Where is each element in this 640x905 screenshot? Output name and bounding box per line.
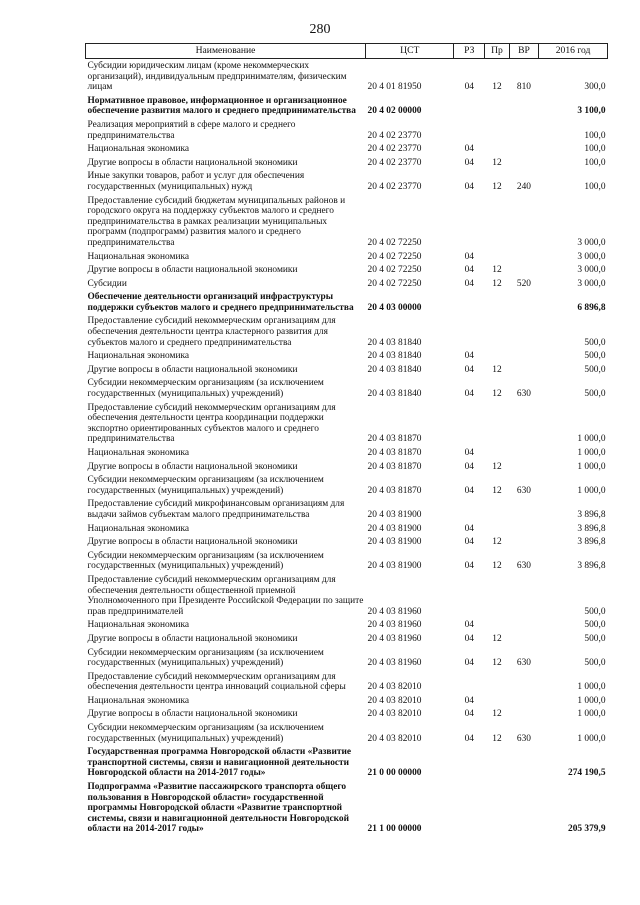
row-amount: 500,0 <box>584 351 606 362</box>
row-vr-code <box>509 118 538 142</box>
row-rz-code <box>454 497 485 521</box>
row-pr-code: 12 <box>492 82 502 93</box>
row-amount: 3 896,8 <box>577 509 606 520</box>
table-row <box>86 349 608 363</box>
row-name: Реализация мероприятий в сфере малого и среднего предпринимательства <box>87 119 296 141</box>
budget-table <box>85 43 608 836</box>
table-row <box>86 277 608 291</box>
row-vr-code: 630 <box>516 733 531 744</box>
row-pr-code <box>485 349 510 363</box>
row-cst-code: 20 4 03 81870 <box>367 448 422 458</box>
row-pr-code <box>485 780 510 836</box>
row-name: Национальная экономика <box>87 523 190 534</box>
row-rz-code: 04 <box>464 620 474 631</box>
row-amount: 3 000,0 <box>577 265 606 276</box>
row-name: Субсидии <box>87 278 127 289</box>
row-pr-code: 12 <box>492 181 502 192</box>
row-cst-code: 20 4 03 82010 <box>367 682 422 693</box>
row-name: Другие вопросы в области национальной экономики <box>87 461 298 472</box>
row-rz-code: 04 <box>464 461 474 472</box>
row-name: Другие вопросы в области национальной экономики <box>87 364 298 375</box>
row-cst-code: 21 1 00 00000 <box>367 824 422 835</box>
row-vr-code <box>509 497 538 521</box>
row-vr-code <box>509 707 538 721</box>
row-rz-code: 04 <box>464 265 474 276</box>
table-row <box>86 694 608 708</box>
row-rz-code: 04 <box>464 633 474 644</box>
row-pr-code: 12 <box>492 733 502 744</box>
row-name: Другие вопросы в области национальной экономики <box>87 265 298 276</box>
row-cst-code: 20 4 03 00000 <box>367 302 422 313</box>
header-name: Наименование <box>86 44 366 59</box>
row-name: Национальная экономика <box>87 620 190 631</box>
row-name: Предоставление субсидий бюджетам муниципальных районов и городского округа на поддержку субъектов малого и среднего предпринимательства в рамках реализации муниципальных программ (подпрограмм) развития малого и среднего предпринимательства <box>87 195 346 248</box>
row-name: Государственная программа Новгородской области «Развитие транспортной системы, связи и навигационной деятельности Новгородской области на 2014-2017 годы» <box>87 747 352 779</box>
row-amount: 1 000,0 <box>577 448 606 458</box>
row-rz-code: 04 <box>464 278 474 289</box>
row-cst-code: 20 4 03 81900 <box>367 561 422 572</box>
row-amount: 100,0 <box>584 130 606 141</box>
row-rz-code <box>454 314 485 349</box>
row-pr-code: 12 <box>492 485 502 496</box>
table-row <box>86 573 608 618</box>
row-rz-code: 04 <box>464 389 474 400</box>
row-rz-code: 04 <box>464 251 474 262</box>
row-amount: 100,0 <box>584 144 606 155</box>
row-pr-code: 12 <box>492 561 502 572</box>
row-name: Предоставление субсидий некоммерческим организациям для обеспечения деятельности центра координации поддержки экспортно ориентированных субъектов малого и среднего предпринимательства <box>87 402 336 445</box>
row-amount: 3 100,0 <box>577 106 606 117</box>
row-pr-code <box>485 118 510 142</box>
row-cst-code: 20 4 03 82010 <box>367 695 422 706</box>
row-amount: 3 896,8 <box>577 561 606 572</box>
row-name: Субсидии некоммерческим организациям (за исключением государственных (муниципальных) учреждений) <box>87 723 324 744</box>
row-vr-code <box>509 745 538 780</box>
row-vr-code: 240 <box>516 181 531 192</box>
row-cst-code: 20 4 03 81900 <box>367 509 422 520</box>
row-pr-code <box>485 745 510 780</box>
row-vr-code <box>509 194 538 250</box>
header-amount: 2016 год <box>539 44 608 59</box>
row-amount: 6 896,8 <box>577 302 606 313</box>
table-row <box>86 535 608 549</box>
row-name: Национальная экономика <box>87 448 190 458</box>
row-rz-code <box>454 573 485 618</box>
row-pr-code: 12 <box>492 633 502 644</box>
row-rz-code: 04 <box>464 695 474 706</box>
row-amount: 100,0 <box>584 157 606 168</box>
table-row <box>86 290 608 314</box>
row-cst-code: 21 0 00 00000 <box>367 768 422 779</box>
table-header-row <box>86 44 608 59</box>
row-vr-code: 630 <box>516 561 531 572</box>
row-rz-code: 04 <box>464 144 474 155</box>
row-vr-code <box>509 142 538 156</box>
row-vr-code <box>509 446 538 460</box>
table-row <box>86 401 608 446</box>
row-pr-code <box>485 250 510 264</box>
row-pr-code <box>485 194 510 250</box>
row-cst-code: 20 4 03 81840 <box>367 337 422 348</box>
row-cst-code: 20 4 03 81840 <box>367 351 422 362</box>
row-name: Субсидии некоммерческим организациям (за исключением государственных (муниципальных) учреждений) <box>87 378 324 400</box>
row-vr-code <box>509 250 538 264</box>
table-row <box>86 707 608 721</box>
table-row <box>86 460 608 474</box>
row-vr-code <box>509 670 538 694</box>
row-amount: 500,0 <box>584 606 606 617</box>
row-vr-code <box>509 156 538 170</box>
row-amount: 500,0 <box>584 337 606 348</box>
row-amount: 500,0 <box>584 389 606 400</box>
table-row <box>86 632 608 646</box>
table-row <box>86 363 608 377</box>
table-row <box>86 376 608 400</box>
row-rz-code: 04 <box>464 709 474 720</box>
row-vr-code <box>509 363 538 377</box>
row-cst-code: 20 4 03 81870 <box>367 434 422 445</box>
row-amount: 3 896,8 <box>577 523 606 534</box>
row-name: Подпрограмма «Развитие пассажирского транспорта общего пользования в Новгородской области» государственной программы Новгородской области «Развитие транспортной системы, связи и навигационной деятельности Новгородской области на 2014-2017 годы» <box>87 782 350 835</box>
row-vr-code <box>509 401 538 446</box>
row-cst-code: 20 4 02 00000 <box>367 106 422 117</box>
row-amount: 100,0 <box>584 181 606 192</box>
row-amount: 1 000,0 <box>577 709 606 720</box>
table-row <box>86 522 608 536</box>
table-row <box>86 169 608 193</box>
row-rz-code: 04 <box>464 523 474 534</box>
table-row <box>86 250 608 264</box>
row-name: Другие вопросы в области национальной экономики <box>87 157 298 168</box>
row-rz-code <box>454 670 485 694</box>
row-vr-code <box>509 632 538 646</box>
row-pr-code: 12 <box>492 537 502 548</box>
row-cst-code: 20 4 03 81870 <box>367 485 422 496</box>
header-vr: ВР <box>509 44 538 59</box>
row-rz-code: 04 <box>464 733 474 744</box>
table-row <box>86 670 608 694</box>
table-row <box>86 194 608 250</box>
row-pr-code: 12 <box>492 709 502 720</box>
row-pr-code: 12 <box>492 157 502 168</box>
row-vr-code: 630 <box>516 389 531 400</box>
table-row <box>86 59 608 94</box>
row-amount: 1 000,0 <box>577 485 606 496</box>
row-pr-code <box>485 142 510 156</box>
row-rz-code: 04 <box>464 82 474 93</box>
table-row <box>86 446 608 460</box>
row-name: Обеспечение деятельности организаций инфраструктуры поддержки субъектов малого и среднего предпринимательства <box>87 292 354 313</box>
row-amount: 1 000,0 <box>577 461 606 472</box>
row-amount: 205 379,9 <box>568 824 606 835</box>
row-amount: 500,0 <box>584 658 606 669</box>
row-cst-code: 20 4 02 72250 <box>367 265 422 276</box>
row-vr-code <box>509 460 538 474</box>
row-cst-code: 20 4 02 23770 <box>367 130 422 141</box>
row-cst-code: 20 4 03 81960 <box>367 620 422 631</box>
row-amount: 1 000,0 <box>577 434 606 445</box>
row-rz-code: 04 <box>464 351 474 362</box>
row-vr-code <box>509 780 538 836</box>
row-cst-code: 20 4 02 72250 <box>367 237 422 248</box>
row-pr-code <box>485 573 510 618</box>
page-number: 280 <box>309 22 331 37</box>
row-vr-code <box>509 314 538 349</box>
row-amount: 500,0 <box>584 620 606 631</box>
row-name: Предоставление субсидий некоммерческим организациям для обеспечения деятельности центра кластерного развития для субъектов малого и среднего предпринимательства <box>87 316 336 348</box>
row-rz-code: 04 <box>464 157 474 168</box>
row-rz-code: 04 <box>464 561 474 572</box>
row-name: Национальная экономика <box>87 144 190 155</box>
header-rz: РЗ <box>454 44 485 59</box>
row-name: Субсидии юридическим лицам (кроме некоммерческих организаций), индивидуальным предпринимателям, физическим лицам <box>87 61 347 93</box>
row-cst-code: 20 4 03 81960 <box>367 606 422 617</box>
row-name: Субсидии некоммерческим организациям (за исключением государственных (муниципальных) учреждений) <box>87 647 324 669</box>
row-cst-code: 20 4 03 81900 <box>367 537 422 548</box>
row-vr-code <box>509 535 538 549</box>
row-pr-code <box>485 694 510 708</box>
table-row <box>86 156 608 170</box>
row-rz-code <box>454 780 485 836</box>
row-name: Другие вопросы в области национальной экономики <box>87 633 298 644</box>
row-vr-code <box>509 522 538 536</box>
table-row <box>86 646 608 670</box>
table-row <box>86 263 608 277</box>
row-name: Субсидии некоммерческим организациям (за исключением государственных (муниципальных) учреждений) <box>87 550 324 572</box>
header-cst: ЦСТ <box>366 44 454 59</box>
row-vr-code: 630 <box>516 658 531 669</box>
row-amount: 3 896,8 <box>577 537 606 548</box>
table-row <box>86 94 608 118</box>
row-name: Другие вопросы в области национальной экономики <box>87 537 298 548</box>
row-pr-code <box>485 401 510 446</box>
row-cst-code: 20 4 03 82010 <box>367 709 422 720</box>
table-row <box>86 473 608 497</box>
table-row <box>86 780 608 836</box>
row-pr-code: 12 <box>492 389 502 400</box>
row-rz-code: 04 <box>464 658 474 669</box>
table-row <box>86 118 608 142</box>
row-vr-code <box>509 263 538 277</box>
table-body <box>86 59 608 837</box>
row-amount: 274 190,5 <box>568 768 606 779</box>
row-name: Предоставление субсидий некоммерческим организациям для обеспечения деятельности общественной приемной Уполномоченного при Президенте Российской Федерации по защите прав предпринимателей <box>87 574 364 617</box>
row-cst-code: 20 4 01 81950 <box>367 82 422 93</box>
row-pr-code <box>485 446 510 460</box>
row-pr-code: 12 <box>492 265 502 276</box>
table-row <box>86 618 608 632</box>
row-cst-code: 20 4 02 23770 <box>367 157 422 168</box>
row-pr-code <box>485 94 510 118</box>
row-pr-code <box>485 314 510 349</box>
row-pr-code <box>485 618 510 632</box>
row-cst-code: 20 4 02 72250 <box>367 278 422 289</box>
row-vr-code: 630 <box>516 485 531 496</box>
row-pr-code <box>485 670 510 694</box>
row-amount: 3 000,0 <box>577 278 606 289</box>
row-pr-code <box>485 497 510 521</box>
row-rz-code <box>454 194 485 250</box>
row-cst-code: 20 4 03 81900 <box>367 523 422 534</box>
table-row <box>86 142 608 156</box>
row-name: Национальная экономика <box>87 695 190 706</box>
row-cst-code: 20 4 03 81870 <box>367 461 422 472</box>
row-name: Нормативное правовое, информационное и организационное обеспечение развития малого и среднего предпринимательства <box>87 95 356 117</box>
row-pr-code: 12 <box>492 658 502 669</box>
row-pr-code <box>485 522 510 536</box>
table-row <box>86 745 608 780</box>
row-pr-code: 12 <box>492 364 502 375</box>
row-name: Национальная экономика <box>87 251 190 262</box>
row-vr-code <box>509 349 538 363</box>
row-vr-code <box>509 290 538 314</box>
row-amount: 3 000,0 <box>577 237 606 248</box>
row-vr-code <box>509 94 538 118</box>
row-rz-code: 04 <box>464 485 474 496</box>
row-name: Субсидии некоммерческим организациям (за исключением государственных (муниципальных) учреждений) <box>87 475 324 496</box>
row-pr-code: 12 <box>492 278 502 289</box>
row-cst-code: 20 4 03 81960 <box>367 633 422 644</box>
row-name: Национальная экономика <box>87 351 190 362</box>
row-cst-code: 20 4 03 81840 <box>367 364 422 375</box>
table-row <box>86 721 608 745</box>
row-amount: 1 000,0 <box>577 682 606 693</box>
table-row <box>86 549 608 573</box>
row-name: Другие вопросы в области национальной экономики <box>87 709 298 720</box>
row-amount: 500,0 <box>584 633 606 644</box>
header-pr: Пр <box>485 44 510 59</box>
row-cst-code: 20 4 02 72250 <box>367 251 422 262</box>
row-vr-code <box>509 573 538 618</box>
row-amount: 1 000,0 <box>577 733 606 744</box>
row-cst-code: 20 4 03 82010 <box>367 733 422 744</box>
row-vr-code: 520 <box>516 278 531 289</box>
row-pr-code <box>485 290 510 314</box>
row-cst-code: 20 4 02 23770 <box>367 144 422 155</box>
row-vr-code: 810 <box>516 82 531 93</box>
row-amount: 1 000,0 <box>577 695 606 706</box>
row-rz-code: 04 <box>464 537 474 548</box>
row-vr-code <box>509 618 538 632</box>
row-amount: 3 000,0 <box>577 251 606 262</box>
table-row <box>86 314 608 349</box>
row-cst-code: 20 4 02 23770 <box>367 181 422 192</box>
row-amount: 500,0 <box>584 364 606 375</box>
row-rz-code <box>454 118 485 142</box>
table-row <box>86 497 608 521</box>
row-name: Предоставление субсидий некоммерческим организациям для обеспечения деятельности центра инноваций социальной сферы <box>87 671 346 693</box>
row-rz-code: 04 <box>464 364 474 375</box>
row-rz-code <box>454 745 485 780</box>
row-name: Предоставление субсидий микрофинансовым организациям для выдачи займов субъектам малого предпринимательства <box>87 499 345 520</box>
row-rz-code: 04 <box>464 448 474 458</box>
row-cst-code: 20 4 03 81960 <box>367 658 422 669</box>
row-vr-code <box>509 694 538 708</box>
row-name: Иные закупки товаров, работ и услуг для обеспечения государственных (муниципальных) нужд <box>87 171 305 192</box>
row-amount: 300,0 <box>584 82 606 93</box>
row-rz-code <box>454 94 485 118</box>
row-rz-code: 04 <box>464 181 474 192</box>
row-rz-code <box>454 401 485 446</box>
row-cst-code: 20 4 03 81840 <box>367 389 422 400</box>
row-pr-code: 12 <box>492 461 502 472</box>
row-rz-code <box>454 290 485 314</box>
